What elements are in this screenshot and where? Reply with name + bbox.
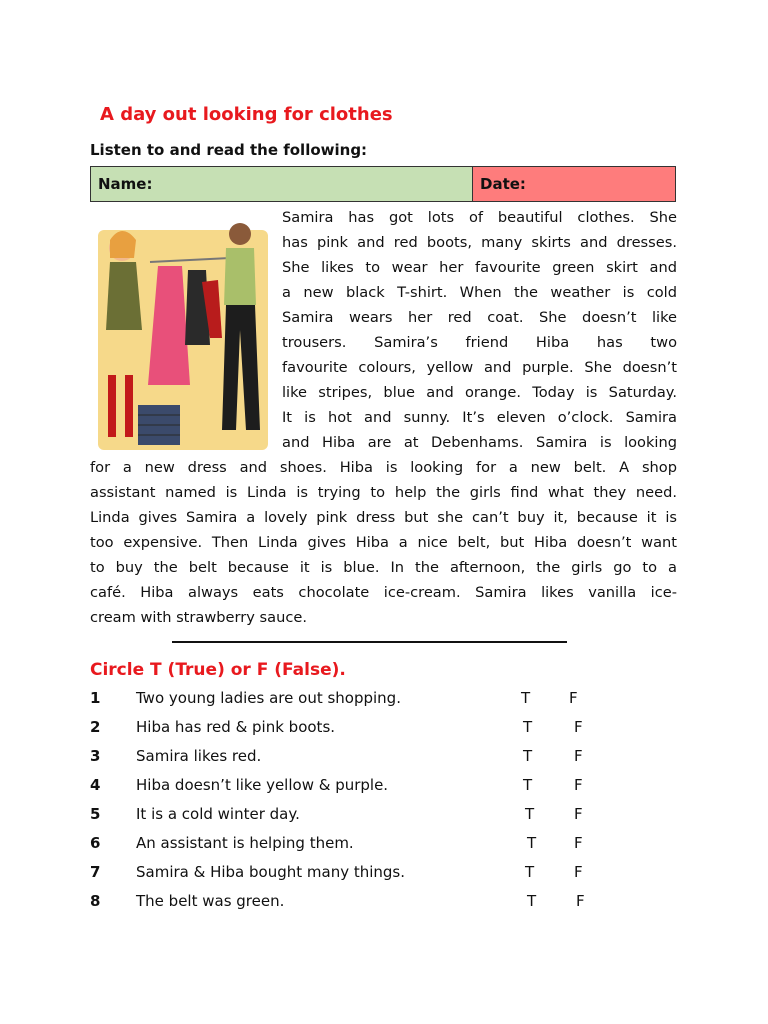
passage-line: has pink and red boots, many skirts and dresses.	[282, 234, 677, 251]
woman-left-dress	[106, 262, 142, 330]
passage-line: It is hot and sunny. It’s eleven o’clock. Samira	[282, 409, 677, 426]
shopping-women-illustration	[90, 210, 273, 453]
question-number: 7	[90, 863, 101, 881]
question-text: It is a cold winter day.	[136, 805, 300, 823]
true-option[interactable]: T	[523, 776, 533, 794]
question-row	[90, 747, 690, 776]
passage-line: Samira has got lots of beautiful clothes. She	[282, 209, 677, 226]
question-row	[90, 776, 690, 805]
false-option[interactable]: F	[569, 689, 578, 707]
passage-line: Linda gives Samira a lovely pink dress but she can’t buy it, because it is	[90, 509, 677, 526]
instruction-text: Listen to and read the following:	[90, 141, 368, 159]
question-number: 6	[90, 834, 101, 852]
false-option[interactable]: F	[574, 863, 583, 881]
page-title: A day out looking for clothes	[100, 104, 393, 125]
question-text: An assistant is helping them.	[136, 834, 354, 852]
question-text: Samira likes red.	[136, 747, 262, 765]
true-option[interactable]: T	[527, 892, 537, 910]
true-option[interactable]: T	[525, 863, 535, 881]
false-option[interactable]: F	[576, 892, 585, 910]
exercise-heading: Circle T (True) or F (False).	[90, 660, 346, 680]
question-text: Hiba has red & pink boots.	[136, 718, 336, 736]
passage-line: Samira wears her red coat. She doesn’t like	[282, 309, 677, 326]
true-option[interactable]: T	[527, 834, 537, 852]
section-divider	[172, 641, 567, 643]
question-text: Hiba doesn’t like yellow & purple.	[136, 776, 389, 794]
false-option[interactable]: F	[574, 805, 583, 823]
passage-line: like stripes, blue and orange. Today is Saturday.	[282, 384, 677, 401]
false-option[interactable]: F	[574, 747, 583, 765]
name-date-box	[90, 166, 676, 202]
passage-line: assistant named is Linda is trying to help the girls find what they need.	[90, 484, 677, 501]
woman-left-boot-2	[125, 375, 133, 437]
true-option[interactable]: T	[525, 805, 535, 823]
passage-line: café. Hiba always eats chocolate ice-cream. Samira likes vanilla ice-	[90, 584, 677, 601]
question-number: 4	[90, 776, 101, 794]
passage-line: too expensive. Then Linda gives Hiba a nice belt, but Hiba doesn’t want	[90, 534, 677, 551]
false-option[interactable]: F	[574, 834, 583, 852]
question-row	[90, 689, 690, 718]
question-row	[90, 892, 690, 921]
passage-line: for a new dress and shoes. Hiba is looking for a new belt. A shop	[90, 459, 677, 476]
true-option[interactable]: T	[523, 718, 533, 736]
name-label: Name:	[98, 175, 153, 193]
passage-line: favourite colours, yellow and purple. She doesn’t	[282, 359, 677, 376]
question-row	[90, 834, 690, 863]
woman-right-head	[229, 223, 251, 245]
passage-line: and Hiba are at Debenhams. Samira is looking	[282, 434, 677, 451]
question-number: 5	[90, 805, 101, 823]
passage-line: She likes to wear her favourite green skirt and	[282, 259, 677, 276]
passage-line: to buy the belt because it is blue. In the afternoon, the girls go to a	[90, 559, 677, 576]
true-option[interactable]: T	[523, 747, 533, 765]
question-row	[90, 805, 690, 834]
question-number: 8	[90, 892, 101, 910]
question-row	[90, 863, 690, 892]
passage-line: cream with strawberry sauce.	[90, 609, 307, 626]
question-row	[90, 718, 690, 747]
date-field[interactable]	[473, 167, 675, 201]
woman-right-top	[224, 248, 256, 305]
false-option[interactable]: F	[574, 718, 583, 736]
date-label: Date:	[480, 175, 526, 193]
question-number: 2	[90, 718, 101, 736]
false-option[interactable]: F	[574, 776, 583, 794]
name-field[interactable]	[91, 167, 473, 201]
question-number: 1	[90, 689, 101, 707]
passage-line: trousers. Samira’s friend Hiba has two	[282, 334, 677, 351]
passage-line: a new black T-shirt. When the weather is cold	[282, 284, 677, 301]
question-number: 3	[90, 747, 101, 765]
woman-left-boot	[108, 375, 116, 437]
true-option[interactable]: T	[521, 689, 531, 707]
question-text: Samira & Hiba bought many things.	[136, 863, 406, 881]
question-text: Two young ladies are out shopping.	[136, 689, 401, 707]
question-text: The belt was green.	[136, 892, 285, 910]
